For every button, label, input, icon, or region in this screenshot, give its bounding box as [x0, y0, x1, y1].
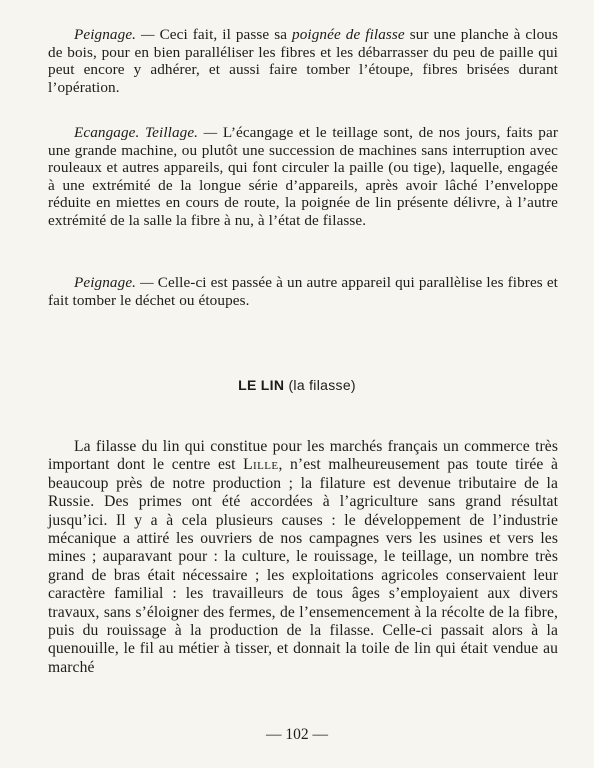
paragraph-lead: Ecangage. Teillage. — — [74, 124, 223, 141]
paragraph-peignage-1 — [48, 26, 558, 96]
paragraph-peignage-2 — [48, 274, 558, 309]
paragraph-filasse-du-lin — [48, 438, 558, 677]
paragraph-lead: Peignage. — — [74, 26, 160, 43]
paragraph-lead: Peignage. — — [74, 274, 158, 291]
section-heading — [0, 377, 594, 393]
section-heading-main: LE LIN — [238, 377, 285, 393]
paragraph-ecangage-teillage — [48, 124, 558, 229]
paragraph-text: , n’est malheureusement pas toute tirée à beaucoup près de notre production ; la filature est devenue tributaire de la Russie. Des primes ont été accordées à l’agriculture sans grand résultat jusqu’ici. Il y a à cela plusieurs causes : le développement de l’industrie mécanique a attiré les ouvriers de nos campagnes vers les usines et vers les mines ; auparavant pour : la culture, le rouissage, le teillage, un nombre très grand de bras était nécessaire ; les exploitations agricoles conservaient leur caractère familial : les travailleurs de tous âges s’employaient aux divers travaux, sans s’éloigner des fermes, de l’ensemencement à la récolte de la fibre, puis du rouissage à la production de la filasse. Celle-ci passait alors à la quenouille, le fil au métier à tisser, et donnait la toile de lin qui était vendue au marché — [48, 456, 558, 676]
paragraph-text: La filasse du lin qui constitue pour les marchés français un commerce très important dont le centre est — [48, 438, 558, 474]
emphasis-term: poignée de filasse — [292, 26, 405, 43]
paragraph-text: L’écangage et le teillage sont, de nos jours, faits par une grande machine, ou plutôt une succession de machines sans interruption avec rouleaux et autres appareils, qui font circuler la paille (ou tige), laquelle, engagée à une extrémité de la longue série d’appareils, après avoir lâché l’enveloppe réduite en miettes en cours de route, la poignée de lin présente délivre, à l’autre extrémité de la salle la fibre à nu, à l’état de filasse. — [48, 124, 558, 229]
paragraph-text: Celle-ci est passée à un autre appareil qui parallèlise les fibres et fait tomber le déchet ou étoupes. — [48, 274, 559, 309]
paragraph-text: sur une planche à clous de bois, pour en bien paralléliser les fibres et les débarrasser du peu de paille qui peut encore y adhérer, et aussi faire tomber l’étoupe, fibres brisées durant l’opération. — [48, 26, 558, 96]
city-name: Lille — [243, 456, 279, 474]
page-number: — 102 — — [266, 726, 328, 743]
paragraph-text: Ceci fait, il passe sa — [159, 26, 293, 43]
section-heading-sub: (la filasse) — [288, 377, 356, 393]
